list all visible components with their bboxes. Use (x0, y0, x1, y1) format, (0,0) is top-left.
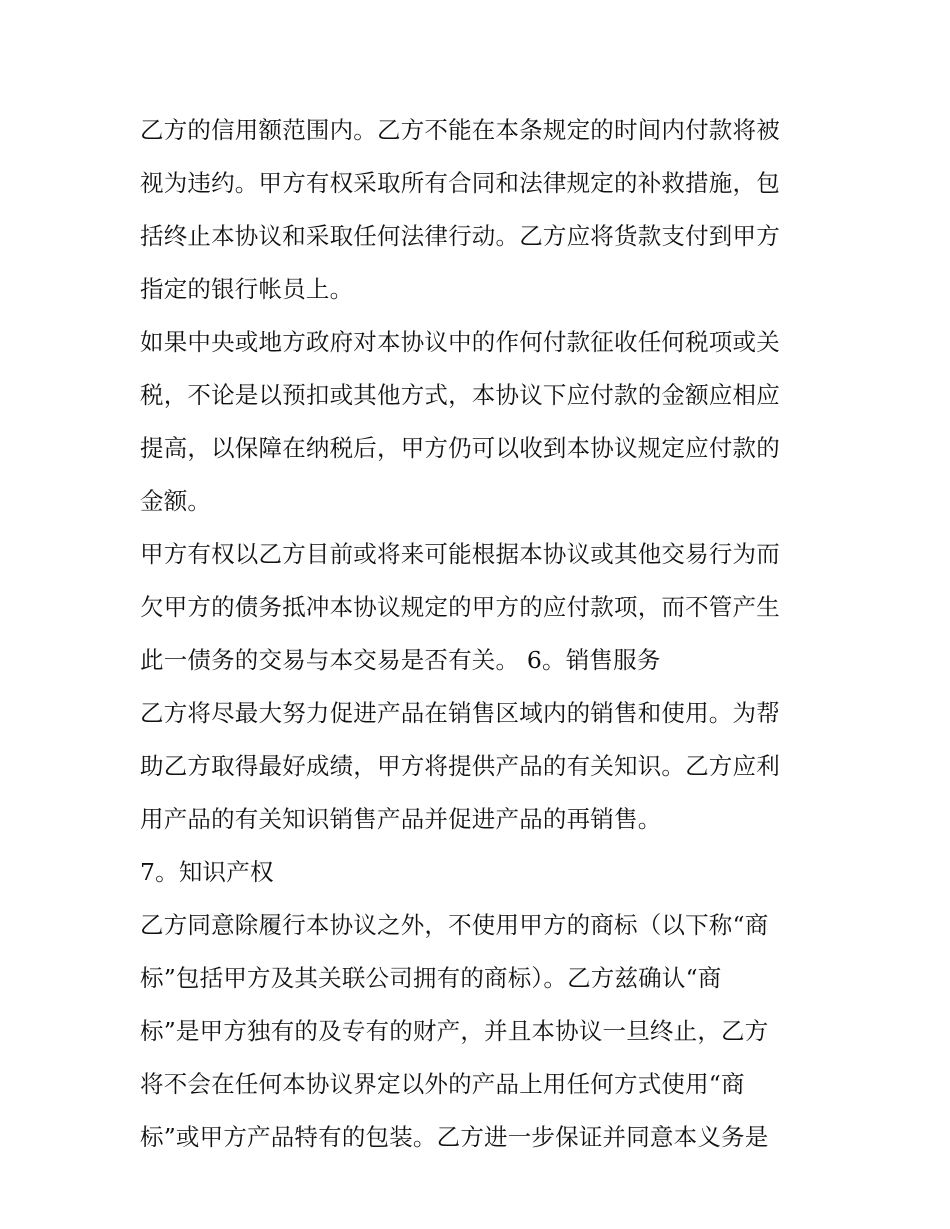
text-line: 乙方将尽最大努力促进产品在销售区域内的销售和使用。为帮 (140, 699, 780, 727)
text-line: 将不会在任何本协议界定以外的产品上用任何方式使用“商 (140, 1070, 745, 1098)
text-line: 指定的银行帐员上。 (140, 275, 354, 303)
text-line: 金额。 (140, 487, 212, 515)
text-line: 助乙方取得最好成绩，甲方将提供产品的有关知识。乙方应利 (140, 752, 780, 780)
text-line: 乙方的信用额范围内。乙方不能在本条规定的时间内付款将被 (140, 116, 780, 144)
text-line: 用产品的有关知识销售产品并促进产品的再销售。 (140, 805, 662, 833)
text-line: 视为违约。甲方有权采取所有合同和法律规定的补救措施，包 (140, 169, 780, 197)
text-line: 此一债务的交易与本交易是否有关。 6。销售服务 (140, 646, 661, 674)
text-line: 税，不论是以预扣或其他方式，本协议下应付款的金额应相应 (140, 381, 780, 409)
text-line: 括终止本协议和采取任何法律行动。乙方应将货款支付到甲方 (140, 222, 780, 250)
text-line: 欠甲方的债务抵冲本协议规定的甲方的应付款项，而不管产生 (140, 593, 780, 621)
text-line: 标”或甲方产品特有的包装。乙方进一步保证并同意本义务是 (140, 1123, 769, 1151)
text-line: 乙方同意除履行本协议之外，不使用甲方的商标（以下称“商 (140, 911, 769, 939)
document-body (140, 104, 830, 1164)
text-line: 甲方有权以乙方目前或将来可能根据本协议或其他交易行为而 (140, 540, 780, 568)
text-line: 标”是甲方独有的及专有的财产，并且本协议一旦终止，乙方 (140, 1017, 769, 1045)
text-line: 标”包括甲方及其关联公司拥有的商标）。乙方兹确认“商 (140, 964, 722, 992)
text-line: 提高，以保障在纳税后，甲方仍可以收到本协议规定应付款的 (140, 434, 780, 462)
text-line: 如果中央或地方政府对本协议中的作何付款征收任何税项或关 (140, 328, 780, 356)
text-line: 7。知识产权 (140, 858, 274, 886)
